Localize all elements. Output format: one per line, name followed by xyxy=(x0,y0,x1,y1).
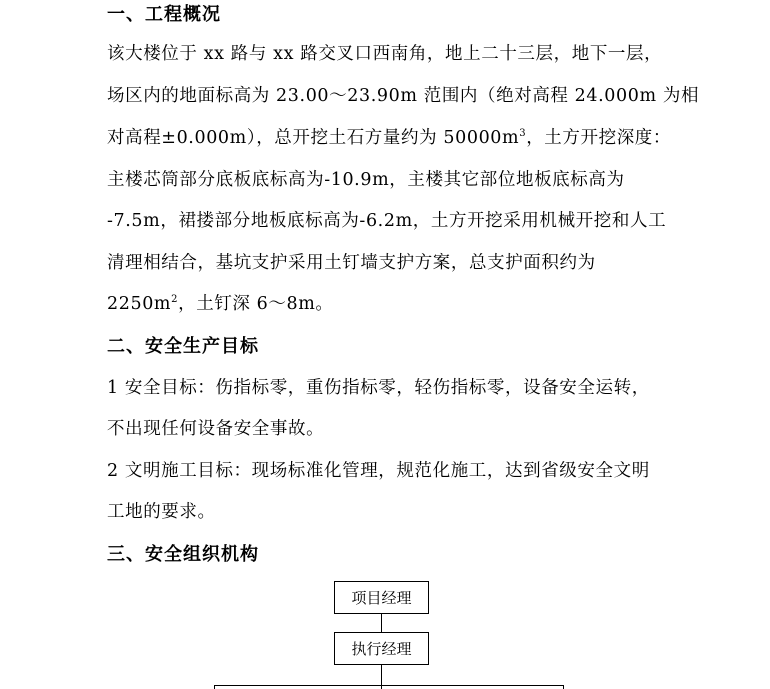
civilized-goal-line-1: 2 文明施工目标：现场标准化管理，规范化施工，达到省级安全文明 xyxy=(107,461,650,481)
org-branch-left xyxy=(214,685,215,689)
org-node-executive-manager: 执行经理 xyxy=(334,632,429,665)
org-node-project-manager: 项目经理 xyxy=(334,581,429,614)
overview-line-2: 场区内的地面标高为 23.00～23.90m 范围内（绝对高程 24.000m 为相 xyxy=(107,86,700,106)
section-heading-safety-goals: 二、安全生产目标 xyxy=(107,336,259,357)
section-heading-overview: 一、工程概况 xyxy=(107,4,221,25)
civilized-goal-line-2: 工地的要求。 xyxy=(107,502,216,522)
overview-line-7 xyxy=(107,290,334,315)
overview-line-3-text: 对高程±0.000m），总开挖土石方量约为 50000m xyxy=(107,128,520,148)
org-branch-right xyxy=(563,685,564,689)
safety-goal-line-1: 1 安全目标：伤指标零，重伤指标零，轻伤指标零，设备安全运转， xyxy=(107,378,650,398)
overview-line-7-tail: ，土钉深 6～8m。 xyxy=(178,294,334,314)
section-heading-safety-organization: 三、安全组织机构 xyxy=(107,544,259,565)
overview-line-3 xyxy=(107,124,671,149)
org-branch-line xyxy=(214,685,564,686)
overview-line-3-tail: ，土方开挖深度： xyxy=(526,128,672,148)
overview-line-5: -7.5m，裙搂部分地板底标高为-6.2m，土方开挖采用机械开挖和人工 xyxy=(107,211,667,231)
org-connector-line xyxy=(381,614,382,632)
superscript-cubic: 3 xyxy=(519,128,527,139)
overview-line-4: 主楼芯筒部分底板底标高为-10.9m，主楼其它部位地板底标高为 xyxy=(107,170,625,190)
overview-line-6: 清理相结合，基坑支护采用土钉墙支护方案，总支护面积约为 xyxy=(107,253,596,273)
safety-goal-line-2: 不出现任何设备安全事故。 xyxy=(107,419,325,439)
superscript-square: 2 xyxy=(171,294,179,305)
overview-line-1: 该大楼位于 xx 路与 xx 路交叉口西南角，地上二十三层，地下一层， xyxy=(107,44,663,64)
overview-line-7-text: 2250m xyxy=(107,294,172,314)
